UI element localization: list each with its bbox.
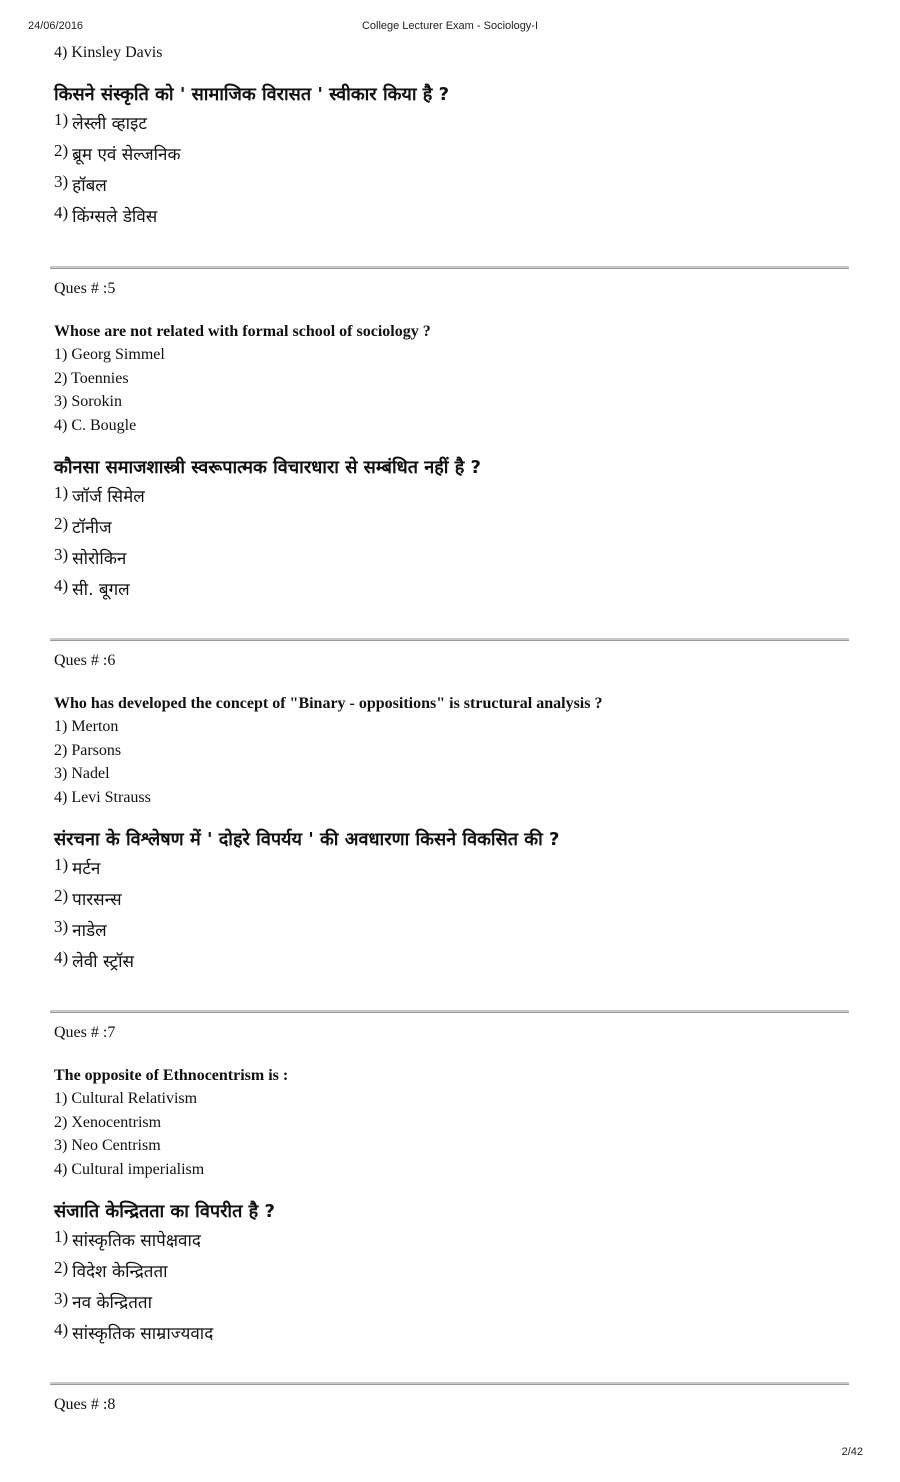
option-en: 1) Cultural Relativism bbox=[54, 1090, 198, 1108]
option-hi bbox=[54, 1227, 854, 1258]
option-hi bbox=[54, 948, 854, 979]
option-number: 3) bbox=[54, 544, 69, 564]
option-hi bbox=[54, 483, 854, 514]
option-text: पारसन्स bbox=[72, 889, 122, 910]
print-date: 24/06/2016 bbox=[28, 20, 84, 32]
question-hindi: कौनसा समाजशास्त्री स्वरूपात्मक विचारधारा से सम्बंधित नहीं है ? bbox=[54, 456, 481, 478]
option-text: टॉनीज bbox=[72, 517, 112, 538]
question-number: Ques # :7 bbox=[54, 1024, 116, 1041]
option-text: नव केन्द्रितता bbox=[72, 1292, 152, 1313]
document-title: College Lecturer Exam - Sociology-I bbox=[361, 20, 539, 32]
question-hindi: संरचना के विश्लेषण में ' दोहरे विपर्यय ' की अवधारणा किसने विकसित की ? bbox=[54, 828, 560, 850]
option-text: विदेश केन्द्रितता bbox=[72, 1261, 168, 1282]
page-number: 2/42 bbox=[841, 1446, 863, 1458]
question-number: Ques # :8 bbox=[54, 1396, 116, 1413]
option-text: हॉबल bbox=[72, 176, 107, 197]
option-number: 2) bbox=[54, 141, 69, 161]
option-text: सांस्कृतिक साम्राज्यवाद bbox=[72, 1323, 214, 1344]
option-en: 1) Merton bbox=[54, 718, 119, 736]
option-number: 1) bbox=[54, 110, 69, 130]
carryover-block bbox=[54, 41, 854, 234]
option-hi bbox=[54, 1258, 854, 1289]
option-number: 3) bbox=[54, 172, 69, 192]
option-hi bbox=[54, 172, 854, 203]
option-hi bbox=[54, 886, 854, 917]
question-divider bbox=[50, 1382, 849, 1385]
option-en: 4) Levi Strauss bbox=[54, 788, 151, 806]
option-en: 3) Sorokin bbox=[54, 393, 122, 411]
option-hi bbox=[54, 545, 854, 576]
option-hi bbox=[54, 110, 854, 141]
option-text: सांस्कृतिक सापेक्षवाद bbox=[72, 1230, 201, 1251]
option-text: मर्टन bbox=[72, 858, 101, 879]
option-text: सी. बूगल bbox=[72, 579, 130, 600]
option-number: 2) bbox=[54, 1257, 69, 1277]
question-block bbox=[54, 1064, 854, 1351]
option-number: 4) bbox=[54, 947, 69, 967]
option-en: 3) Nadel bbox=[54, 765, 110, 783]
option-number: 1) bbox=[54, 854, 69, 874]
question-hindi: संजाति केन्द्रितता का विपरीत है ? bbox=[54, 1200, 275, 1222]
option-text: किंग्सले डेविस bbox=[72, 207, 158, 228]
option-hi bbox=[54, 1289, 854, 1320]
option-text: नाडेल bbox=[72, 920, 107, 941]
option-text: लेस्ली व्हाइट bbox=[72, 114, 147, 135]
question-number: Ques # :6 bbox=[54, 652, 116, 669]
question-english: The opposite of Ethnocentrism is : bbox=[54, 1067, 289, 1084]
option-text: लेवी स्ट्रॉस bbox=[72, 951, 135, 972]
option-number: 3) bbox=[54, 916, 69, 936]
option-text: ब्रूम एवं सेल्जनिक bbox=[72, 145, 181, 166]
option-text: जॉर्ज सिमेल bbox=[72, 486, 145, 507]
option-en: 2) Xenocentrism bbox=[54, 1113, 162, 1131]
option-en: 2) Parsons bbox=[54, 741, 122, 759]
question-number: Ques # :5 bbox=[54, 280, 116, 297]
option-hi bbox=[54, 576, 854, 607]
option-number: 2) bbox=[54, 513, 69, 533]
option-hi bbox=[54, 514, 854, 545]
option-en: 4) Kinsley Davis bbox=[54, 44, 163, 61]
option-en: 4) C. Bougle bbox=[54, 416, 137, 434]
option-hi bbox=[54, 855, 854, 886]
option-number: 4) bbox=[54, 575, 69, 595]
option-number: 1) bbox=[54, 482, 69, 502]
option-hi bbox=[54, 917, 854, 948]
option-hi bbox=[54, 1320, 854, 1351]
option-number: 2) bbox=[54, 885, 69, 905]
question-divider bbox=[50, 266, 849, 269]
question-english: Who has developed the concept of "Binary - oppositions" is structural analysis ? bbox=[54, 695, 603, 712]
question-divider bbox=[50, 1010, 849, 1013]
option-hi bbox=[54, 141, 854, 172]
option-number: 3) bbox=[54, 1288, 69, 1308]
question-divider bbox=[50, 638, 849, 641]
option-number: 4) bbox=[54, 203, 69, 223]
option-en: 2) Toennies bbox=[54, 369, 129, 387]
option-text: सोरोकिन bbox=[72, 548, 127, 569]
option-en: 3) Neo Centrism bbox=[54, 1137, 161, 1155]
option-number: 1) bbox=[54, 1226, 69, 1246]
question-hindi: किसने संस्कृति को ' सामाजिक विरासत ' स्वीकार किया है ? bbox=[54, 84, 450, 106]
option-en: 1) Georg Simmel bbox=[54, 346, 165, 364]
option-number: 4) bbox=[54, 1319, 69, 1339]
option-en: 4) Cultural imperialism bbox=[54, 1160, 205, 1178]
option-hi bbox=[54, 203, 854, 234]
question-block bbox=[54, 320, 854, 607]
question-english: Whose are not related with formal school of sociology ? bbox=[54, 323, 431, 340]
question-block bbox=[54, 692, 854, 979]
